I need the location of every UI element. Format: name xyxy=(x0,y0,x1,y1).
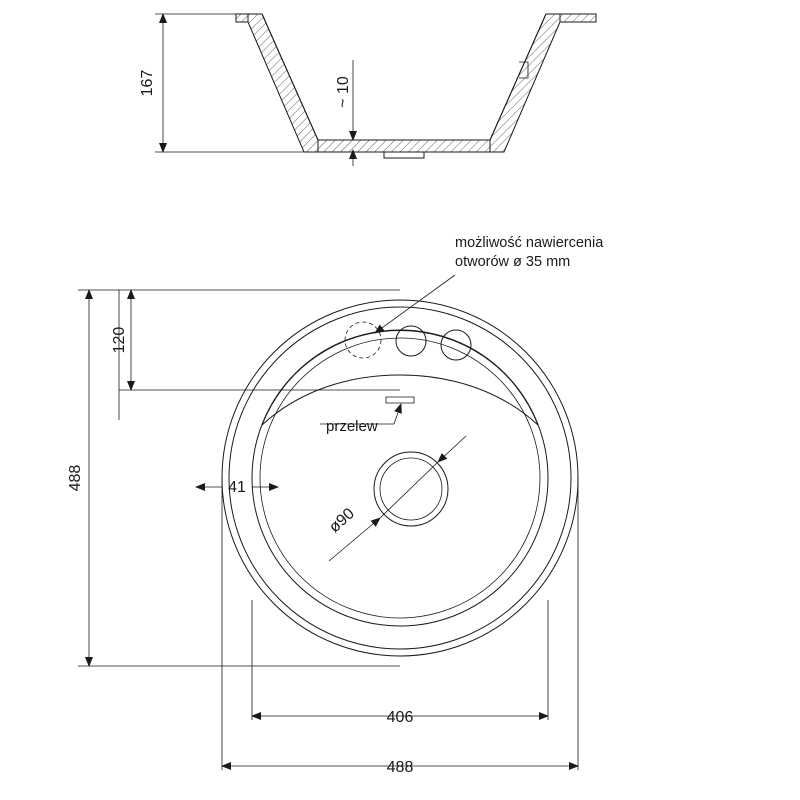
section-rim-right-extension xyxy=(560,14,596,22)
section-right-wall xyxy=(490,14,560,152)
overflow-label: przelew xyxy=(326,418,378,435)
outer-rim-inner-circle xyxy=(229,307,571,649)
section-bottom xyxy=(318,140,490,152)
section-inner-left-line xyxy=(262,14,318,140)
bowl-inner-circle xyxy=(260,338,540,618)
dimension-488-vertical xyxy=(67,290,89,666)
dimension-167-label: 167 xyxy=(139,69,156,97)
dimension-41-label: 41 xyxy=(228,479,246,496)
dimension-10-label: ~ 10 xyxy=(335,76,352,108)
tap-hole-note-line2: otworów ø 35 mm xyxy=(455,254,571,270)
section-left-wall xyxy=(248,14,318,152)
dimension-406-label: 406 xyxy=(386,709,414,726)
dimension-120 xyxy=(111,290,131,390)
dimension-488-horizontal-label: 488 xyxy=(386,759,414,776)
dimension-406 xyxy=(252,709,548,726)
ledge-top-arc xyxy=(262,330,538,425)
dimension-488-horizontal xyxy=(222,759,578,776)
ledge-bowl-edge xyxy=(262,375,538,425)
section-waste-nib xyxy=(384,152,424,158)
top-view xyxy=(67,275,578,776)
overflow-slot xyxy=(386,397,414,403)
outer-rim-circle xyxy=(222,300,578,656)
tap-hole-2 xyxy=(441,330,471,360)
section-rim-left xyxy=(236,14,248,22)
section-view xyxy=(139,14,596,166)
bowl-outer-circle xyxy=(252,330,548,626)
dimension-diameter-90-label: ø90 xyxy=(326,505,358,537)
tap-hole-note-leader xyxy=(375,275,455,333)
dimension-41 xyxy=(196,479,278,496)
tap-hole-note-line1: możliwość nawiercenia xyxy=(455,235,604,251)
dimension-120-label: 120 xyxy=(111,326,128,354)
dimension-488-vertical-label: 488 xyxy=(67,464,84,492)
section-inner-right-line xyxy=(490,14,546,140)
